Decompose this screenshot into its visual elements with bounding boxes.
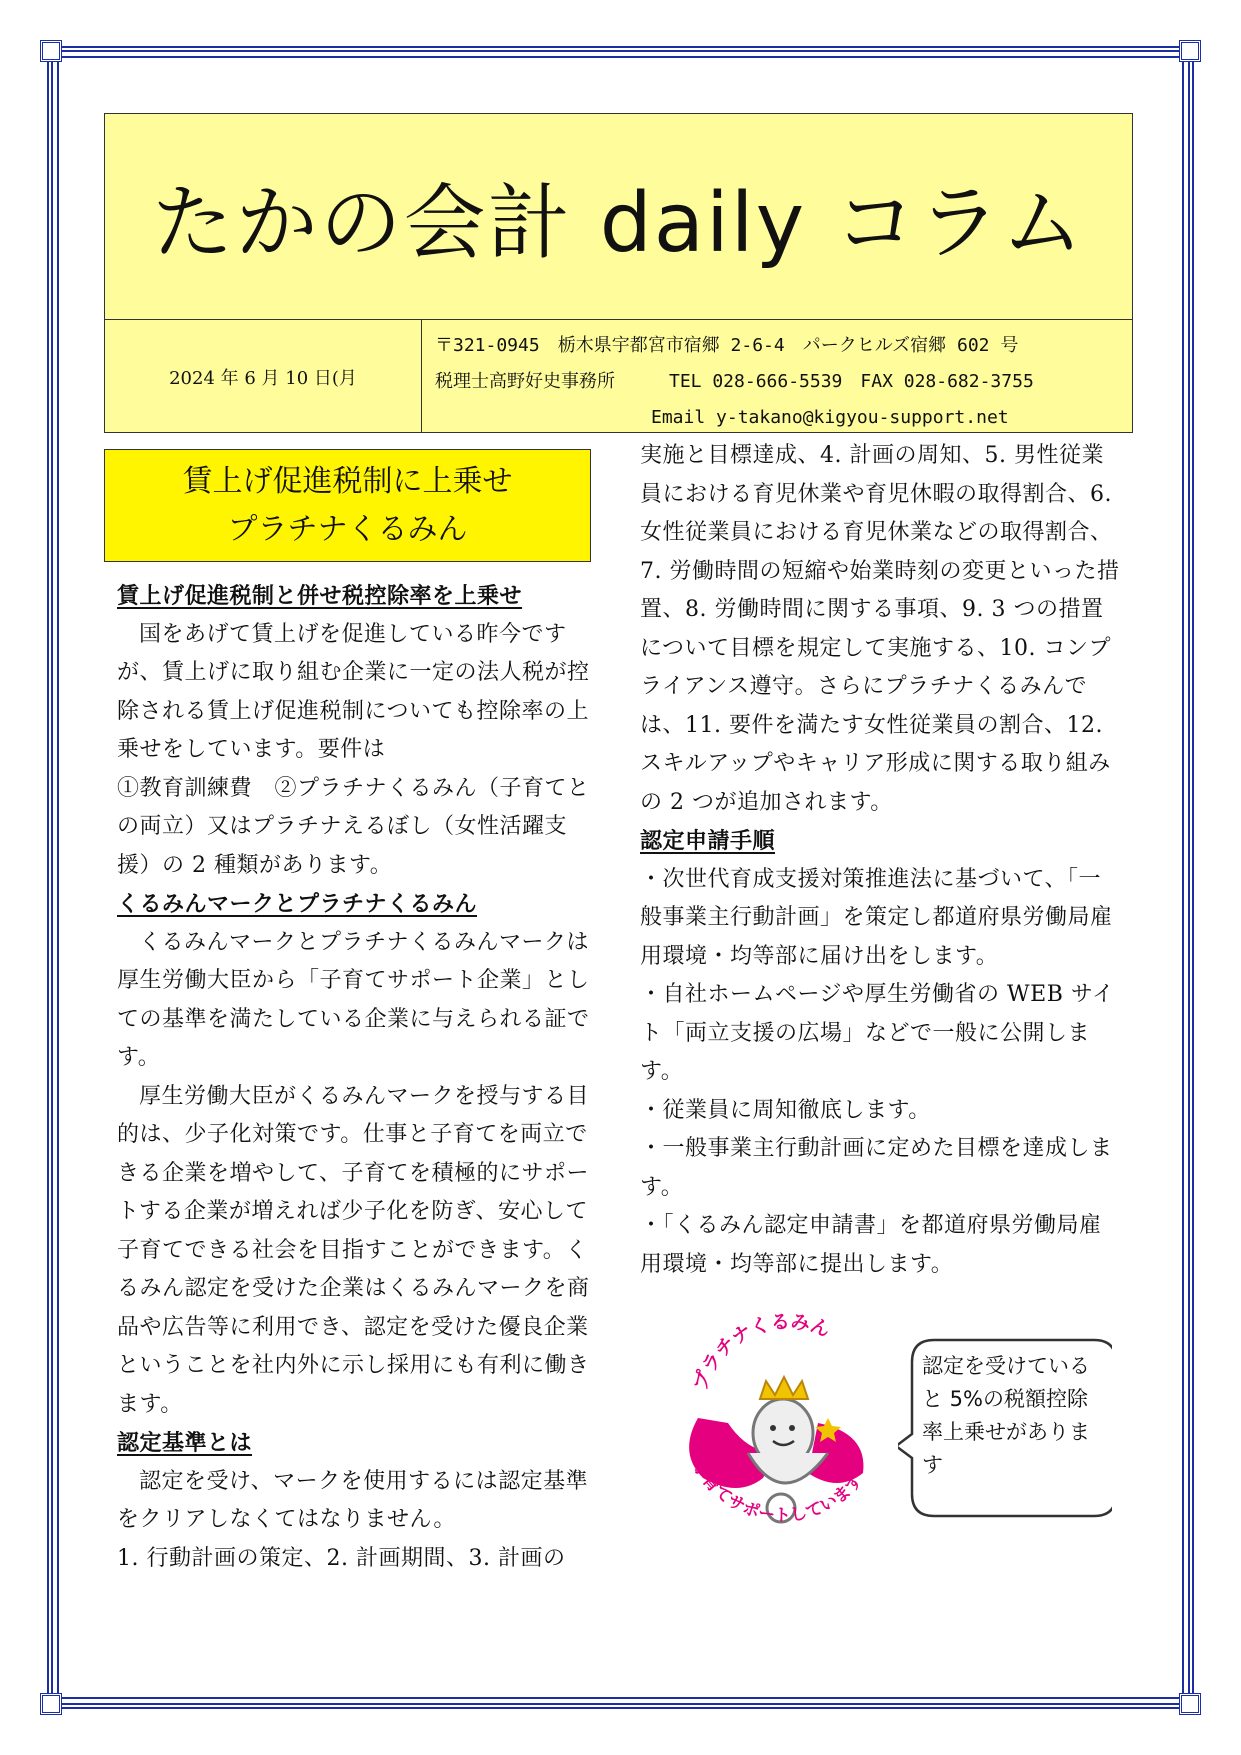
office-phone-fax: 税理士高野好史事務所 TEL 028-666-5539 FAX 028-682-3755	[435, 371, 1034, 392]
section-heading: 認定申請手順	[640, 828, 776, 854]
step-item: ・従業員に周知徹底します。	[640, 1097, 931, 1123]
section-heading: 賃上げ促進税制と併せ税控除率を上乗せ	[117, 583, 523, 609]
office-address: 〒321-0945 栃木県宇都宮市宿郷 2-6-4 パークヒルズ宿郷 602 号	[435, 335, 1019, 356]
section-heading: 認定基準とは	[117, 1430, 253, 1456]
corner-ornament-bottom-left	[40, 1693, 62, 1715]
office-contact	[435, 328, 1125, 436]
paragraph: ①教育訓練費 ②プラチナくるみん（子育てとの両立）又はプラチナえるぼし（女性活躍支援）の 2 種類があります。	[117, 775, 590, 878]
paragraph: くるみんマークとプラチナくるみんマークは厚生労働大臣から「子育てサポート企業」としての基準を満たしている企業に与えられる証です。	[117, 929, 590, 1070]
logo-arc-top-text: プラチナくるみん	[689, 1310, 833, 1394]
logo-arc-bottom-text: 子育てサポートしています	[688, 1457, 868, 1526]
figure-eye	[789, 1425, 795, 1431]
office-email: Email y-takano@kigyou-support.net	[435, 407, 1009, 428]
platinum-kurumin-logo	[668, 1303, 898, 1553]
step-item: ・次世代育成支援対策推進法に基づいて、「一般事業主行動計画」を策定し都道府県労働局雇用環境・均等部に届け出をします。	[640, 866, 1113, 969]
step-item: ・自社ホームページや厚生労働省の WEB サイト「両立支援の広場」などで一般に公開します。	[640, 982, 1115, 1084]
section-heading: くるみんマークとプラチナくるみん	[117, 891, 478, 917]
paragraph: 認定を受け、マークを使用するには認定基準をクリアしなくてはなりません。	[117, 1468, 589, 1532]
left-column	[117, 577, 599, 1578]
article-headline	[104, 449, 591, 562]
step-item: ・「くるみん認定申請書」を都道府県労働局雇用環境・均等部に提出します。	[640, 1213, 1102, 1277]
paragraph: 厚生労働大臣がくるみんマークを授与する目的は、少子化対策です。仕事と子育てを両立できる企業を増やして、子育てを積極的にサポートする企業が増えれば少子化を防ぎ、安心して子育てできる社会を目指すことができます。くるみん認定を受けた企業はくるみんマークを商品や広告等に利用でき、認定を受けた優良企業ということを社内外に示し採用にも有利に働きます。	[117, 1083, 590, 1417]
corner-ornament-bottom-right	[1179, 1693, 1201, 1715]
headline-line-1: 賃上げ促進税制に上乗せ	[182, 463, 513, 499]
right-column	[640, 437, 1122, 1284]
headline-line-2: プラチナくるみん	[227, 511, 468, 547]
header-info-row	[105, 319, 1132, 433]
paragraph: 実施と目標達成、4. 計画の周知、5. 男性従業員における育児休業や育児休暇の取得割合、6. 女性従業員における育児休業などの取得割合、7. 労働時間の短縮や始業時刻の変更といった措置、8. 労働時間に関する事項、9. 3 つの措置について目標を規定して実施する、10. コンプライアンス遵守。さらにプラチナくるみんでは、11. 要件を満たす女性従業員の割合、12. スキルアップやキャリア形成に関する取り組みの 2 つが追加されます。	[640, 443, 1120, 815]
newsletter-title: たかの会計 daily コラム	[151, 176, 1086, 271]
paragraph: 1. 行動計画の策定、2. 計画期間、3. 計画の	[117, 1545, 566, 1571]
figure-eye	[770, 1425, 776, 1431]
step-item: ・一般事業主行動計画に定めた目標を達成します。	[640, 1136, 1113, 1200]
bubble-text: 認定を受けていると 5%の税額控除率上乗せがあります	[922, 1354, 1090, 1477]
issue-date: 2024 年 6 月 10 日(月	[105, 320, 422, 433]
newsletter-header	[104, 113, 1133, 433]
crown-icon	[760, 1377, 808, 1399]
corner-ornament-top-right	[1179, 40, 1201, 62]
corner-ornament-top-left	[40, 40, 62, 62]
paragraph: 国をあげて賃上げを促進している昨今ですが、賃上げに取り組む企業に一定の法人税が控除される賃上げ促進税制についても控除率の上乗せをしています。要件は	[117, 621, 590, 762]
